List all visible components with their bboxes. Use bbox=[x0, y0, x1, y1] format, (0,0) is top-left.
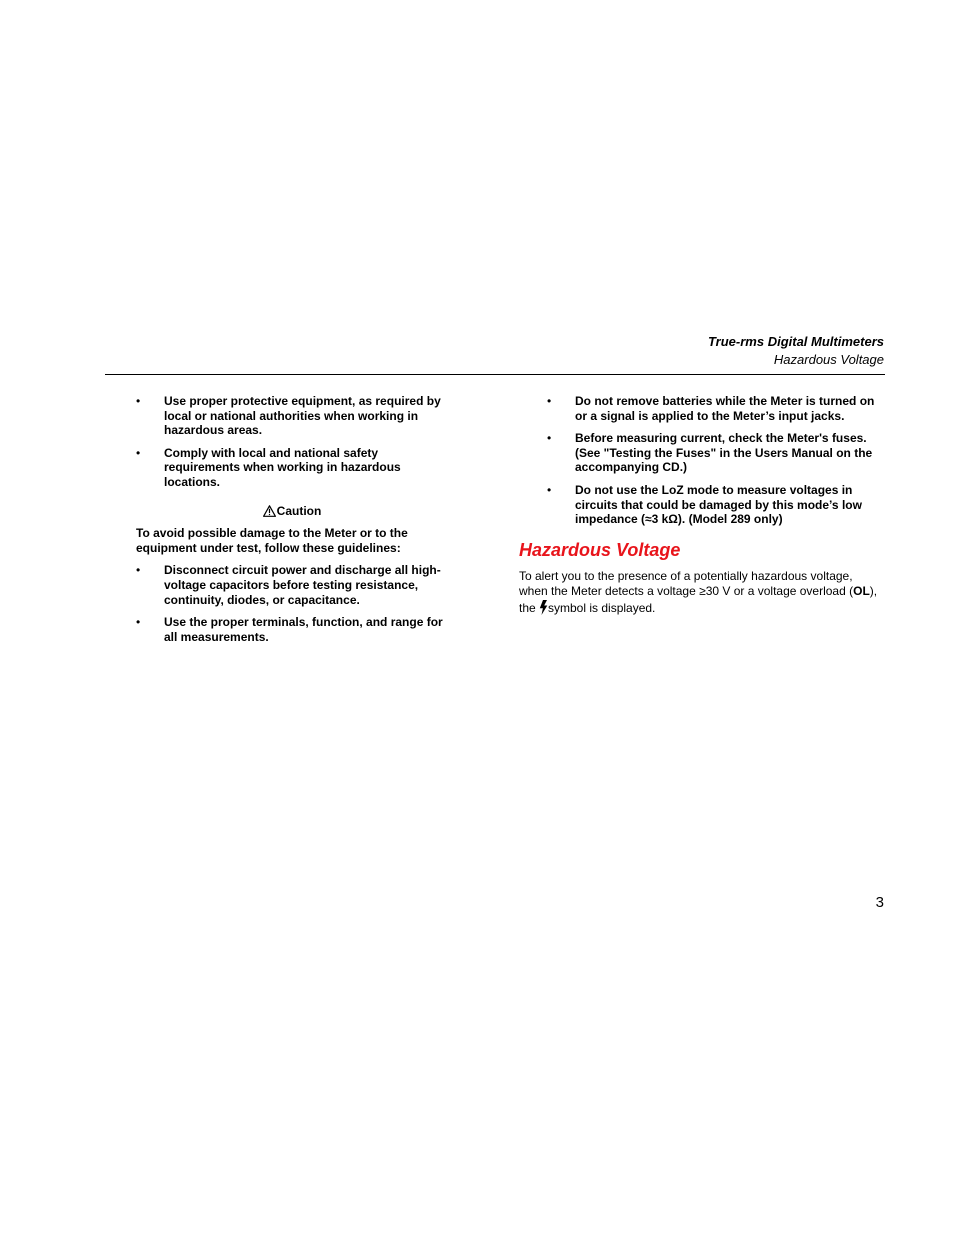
caution-intro: To avoid possible damage to the Meter or to the equipment under test, follow these guidelines: bbox=[136, 526, 408, 555]
list-item bbox=[136, 446, 448, 490]
bullet-dot: • bbox=[136, 394, 141, 408]
body-text-part1: To alert you to the presence of a potentially hazardous voltage, when the Meter detects a voltage ≥30 V or a voltage overload ( bbox=[519, 568, 854, 599]
bullet-dot: • bbox=[547, 482, 552, 497]
bullet-dot: • bbox=[547, 394, 552, 408]
right-bullet-list bbox=[519, 394, 879, 527]
list-item-text: Comply with local and national safety requirements when working in hazardous locations. bbox=[164, 445, 401, 489]
bullet-dot: • bbox=[136, 615, 141, 630]
overload-indicator: OL bbox=[853, 584, 870, 599]
list-item bbox=[519, 483, 879, 527]
caution-heading bbox=[136, 504, 448, 519]
caution-label: Caution bbox=[276, 503, 322, 518]
header-rule bbox=[105, 374, 885, 375]
list-item bbox=[136, 615, 448, 644]
list-item-text: Before measuring current, check the Meter's fuses. (See "Testing the Fuses" in the Users Manual on the accompanying CD.) bbox=[575, 431, 873, 475]
list-item-text: Use proper protective equipment, as required by local or national authorities when working in hazardous areas. bbox=[164, 394, 441, 438]
page-number: 3 bbox=[875, 894, 884, 911]
list-item-text: Do not remove batteries while the Meter is turned on or a signal is applied to the Meter’s input jacks. bbox=[575, 394, 875, 423]
list-item-text: Do not use the LoZ mode to measure voltages in circuits that could be damaged by this mode’s low impedance (≈3 kΩ). (Model 289 only) bbox=[575, 482, 862, 527]
left-bullet-list-top bbox=[136, 394, 448, 490]
body-text-part2: ), the bbox=[519, 584, 878, 615]
header-section: Hazardous Voltage bbox=[773, 352, 884, 367]
bullet-dot: • bbox=[136, 563, 141, 578]
bullet-dot: • bbox=[136, 445, 141, 460]
warning-triangle-icon bbox=[263, 504, 277, 518]
list-item bbox=[136, 563, 448, 607]
list-item-text: Disconnect circuit power and discharge all high-voltage capacitors before testing resistance, continuity, diodes, or capacitance. bbox=[164, 563, 441, 607]
left-bullet-list-caution bbox=[136, 563, 448, 644]
header-title: True-rms Digital Multimeters bbox=[707, 334, 884, 349]
list-item-text: Use the proper terminals, function, and range for all measurements. bbox=[164, 615, 443, 644]
left-column bbox=[136, 394, 448, 652]
list-item bbox=[136, 394, 448, 438]
section-heading: Hazardous Voltage bbox=[519, 539, 681, 560]
list-item bbox=[519, 394, 879, 423]
list-item bbox=[519, 431, 879, 475]
bullet-dot: • bbox=[547, 431, 552, 446]
body-text-part3: symbol is displayed. bbox=[548, 600, 656, 615]
lightning-bolt-icon bbox=[539, 601, 548, 615]
hazardous-voltage-paragraph bbox=[519, 569, 879, 617]
right-column bbox=[519, 394, 879, 616]
